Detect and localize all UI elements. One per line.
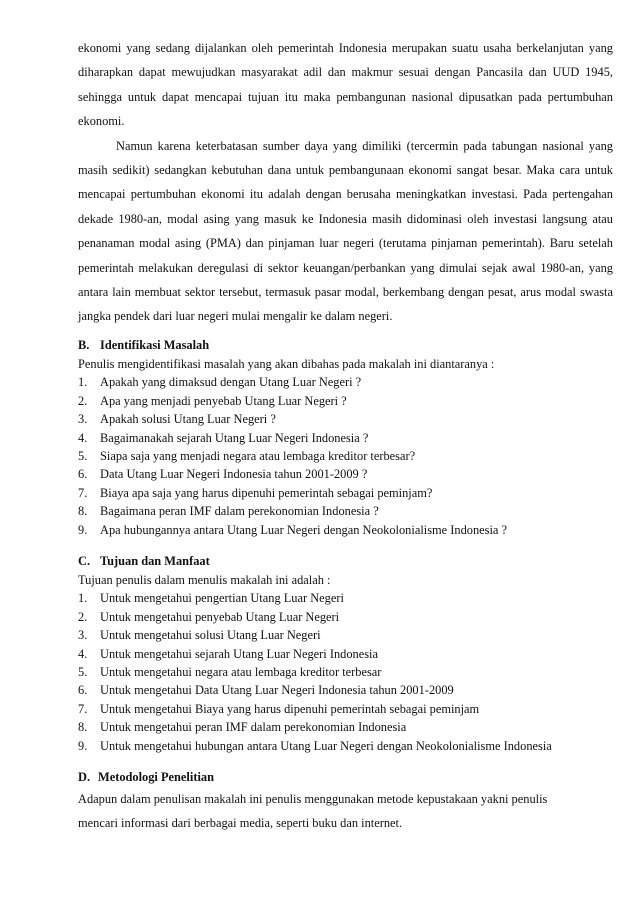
list-item: 4. Untuk mengetahui sejarah Utang Luar Negeri Indonesia bbox=[78, 646, 379, 661]
objective-list bbox=[78, 589, 613, 755]
section-d-letter: D. bbox=[78, 770, 91, 784]
section-c-title: Tujuan dan Manfaat bbox=[100, 553, 210, 568]
intro-paragraph: ekonomi yang sedang dijalankan oleh pemerintah Indonesia merupakan suatu usaha berkelanjutan yang diharapkan dapat mewujudkan masyarakat adil dan makmur sesuai dengan Pancasila dan UUD 1945, sehingga untuk dapat mencapai tujuan itu maka pembangunan nasional dipusatkan pada pertumbuhan ekonomi. bbox=[78, 41, 613, 129]
list-item: 5. Untuk mengetahui negara atau lembaga kreditor terbesar bbox=[78, 664, 382, 679]
method-line-2: mencari informasi dari berbagai media, seperti buku dan internet. bbox=[78, 816, 403, 830]
section-d-title: Metodologi Penelitian bbox=[98, 770, 214, 784]
document-page bbox=[78, 36, 613, 835]
list-item: 7. Untuk mengetahui Biaya yang harus dipenuhi pemerintah sebagai peminjam bbox=[78, 701, 480, 716]
section-b-letter: B. bbox=[78, 337, 90, 352]
section-identifikasi-masalah bbox=[78, 335, 613, 539]
investment-paragraph: Namun karena keterbatasan sumber daya yang dimiliki (tercermin pada tabungan nasional yang masih sedikit) sedangkan kebutuhan dana untuk pembangunaan ekonomi sangat besar. Maka cara untuk mencapai pertumbuhan ekonomi itu adalah dengan berusaha meningkatkan investasi. Pada pertengahan dekade 1980-an, modal asing yang masuk ke Indonesia masih didominasi oleh investasi langsung atau penanaman modal asing (PMA) dan pinjaman luar negeri (terutama pinjaman pemerintah). Baru setelah pemerintah melakukan deregulasi di sektor keuangan/perbankan yang dimulai sejak awal 1980-an, yang antara lain membuat sektor tersebut, termasuk pasar modal, berkembang dengan pesat, arus modal swasta jangka pendek dari luar negeri mulai mengalir ke dalam negeri. bbox=[78, 138, 613, 324]
list-item: 3. Apakah solusi Utang Luar Negeri ? bbox=[78, 412, 276, 427]
problem-list bbox=[78, 373, 613, 539]
list-item: 2. Apa yang menjadi penyebab Utang Luar Negeri ? bbox=[78, 393, 347, 408]
list-item: 1. Untuk mengetahui pengertian Utang Luar Negeri bbox=[78, 591, 344, 606]
section-b-title: Identifikasi Masalah bbox=[100, 337, 210, 352]
list-item: 8. Bagaimana peran IMF dalam perekonomian Indonesia ? bbox=[78, 504, 379, 519]
list-item: 9. Untuk mengetahui hubungan antara Utang Luar Negeri dengan Neokolonialisme Indonesia bbox=[78, 738, 552, 753]
list-item: 5. Siapa saja yang menjadi negara atau lembaga kreditor terbesar? bbox=[78, 448, 416, 463]
section-metodologi-penelitian bbox=[78, 767, 613, 835]
method-line-1: Adapun dalam penulisan makalah ini penulis menggunakan metode kepustakaan yakni penulis bbox=[78, 792, 548, 806]
section-c-letter: C. bbox=[78, 553, 91, 568]
list-item: 3. Untuk mengetahui solusi Utang Luar Negeri bbox=[78, 628, 321, 643]
list-item: 4. Bagaimanakah sejarah Utang Luar Negeri Indonesia ? bbox=[78, 430, 369, 445]
section-tujuan-dan-manfaat bbox=[78, 551, 613, 755]
list-item: 6. Untuk mengetahui Data Utang Luar Negeri Indonesia tahun 2001-2009 bbox=[78, 683, 454, 698]
list-item: 2. Untuk mengetahui penyebab Utang Luar Negeri bbox=[78, 609, 340, 624]
section-b-intro: Penulis mengidentifikasi masalah yang akan dibahas pada makalah ini diantaranya : bbox=[78, 356, 495, 371]
list-item: 1. Apakah yang dimaksud dengan Utang Luar Negeri ? bbox=[78, 375, 362, 390]
section-d-heading bbox=[78, 767, 613, 787]
list-item: 9. Apa hubungannya antara Utang Luar Negeri dengan Neokolonialisme Indonesia ? bbox=[78, 522, 508, 537]
list-item: 7. Biaya apa saja yang harus dipenuhi pemerintah sebagai peminjam? bbox=[78, 485, 433, 500]
list-item: 6. Data Utang Luar Negeri Indonesia tahun 2001-2009 ? bbox=[78, 467, 368, 482]
section-b-heading bbox=[78, 335, 613, 355]
list-item: 8. Untuk mengetahui peran IMF dalam perekonomian Indonesia bbox=[78, 720, 407, 735]
section-c-intro: Tujuan penulis dalam menulis makalah ini adalah : bbox=[78, 572, 331, 587]
section-c-heading bbox=[78, 551, 613, 571]
